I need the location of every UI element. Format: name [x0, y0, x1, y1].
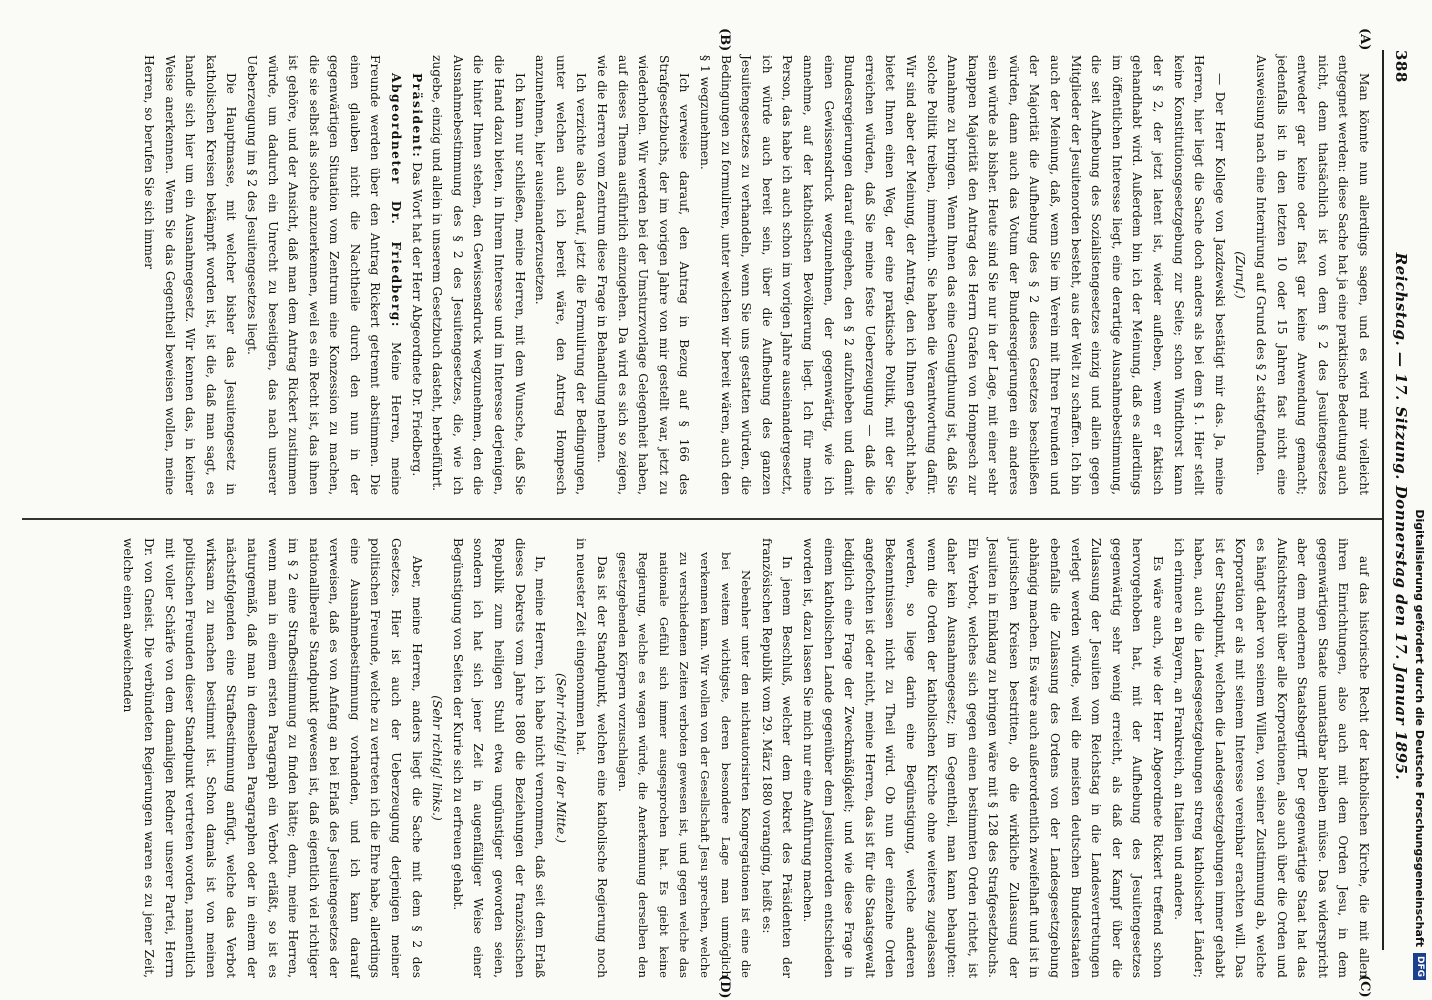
paragraph: Aber, meine Herren, anders liegt die Sache mit dem § 2 des Gesetzes. Hier ist auch der Ueberzeugung derjenigen meiner politischen Freunde, welche zu vertreten ich die Ehre habe, allerdings eine Ausnahmebestimmung vorhanden, und ich kann darauf verweisen, daß es von Anfang an bei Erlaß des Jesuitengesetzes der nationalliberale Standpunkt gewesen ist, daß eigentlich viel richtiger im § 2 eine Strafbestimmung zu finden hätte; denn, meine Herren, wenn man in einem ersten Paragraph ein Verbot erläßt, so ist es naturgemäß, daß man in demselben Paragraphen oder in einem der nächstfolgenden eine Strafbestimmung anfügt, welche das Verbot wirksam zu machen bestimmt ist. Schon damals ist von meinen politischen Freunden dieser Standpunkt vertreten worden, namentlich mit voller Schärfe von dem damaligen Redner unserer Partei, Herrn Dr. von Gneist. Die verbündeten Regierungen waren es zu jener Zeit, welche einen abweichenden	[121, 538, 424, 978]
paragraph: Man könnte nun allerdings sagen, und es wird mir vielleicht entgegnet werden: diese Sache hat ja eine praktische Bedeutung auch nicht, denn thatsächlich ist von dem § 2 des Jesuitengesetzes entweder gar keine oder fast gar keine Anwendung gemacht; jedenfalls ist in den letzten 10 oder 15 Jahren fast nicht eine Ausweisung nach eine Internirung auf Grund des § 2 stattgefunden.	[1254, 55, 1371, 495]
margin-marker-a: (A)	[1357, 28, 1372, 51]
paragraph: Die Hauptmasse, mit welcher bisher das Jesuitengesetz in katholischen Kreisen bekämpft worden ist, ist die, daß man sagt, es handle sich hier um ein Ausnahmegesetz. Wir kennen das, in keiner Weise anerkennen. Wenn Sie das Gegentheil beweisen wollen, meine Herren, so berufen Sie sich immer	[141, 55, 239, 495]
speech-text: Das Wort hat der Herr Abgeordnete Dr. Friedberg.	[409, 162, 424, 477]
speaker-paragraph	[241, 55, 406, 495]
speaker-name: Abgeordneter Dr. Friedberg:	[389, 73, 404, 328]
speaker-paragraph	[406, 55, 427, 495]
footer-credit	[1408, 0, 1432, 1000]
paragraph: Es wäre auch, wie der Herr Abgeordnete Rickert treffend schon hervorgehoben hat, mit der Aufhebung des Jesuitengesetzes gegenwärtig sehr wenig erreicht, als daß der Kampf über die Zulassung der Jesuiten vom Reichstag in die Landesvertretungen verlegt werden würde, weil die meisten deutschen Bundesstaaten ebenfalls die Zulassung des Ordens von der Landesgesetzgebung abhängig machen. Es wäre auch außerordentlich zweifelhaft und ist in juristischen Kreisen bestritten, ob die wirkliche Zulassung der Jesuiten in Einklang zu bringen wäre mit § 128 des Strafgesetzbuchs. Ein Verbot, welches sich gegen einen bestimmten Orden richtet, ist daher kein Ausnahmegesetz; im Gegentheil, man kann behaupten: wenn die Orden der katholischen Kirche ohne weiteres zugelassen werden, so liege darin eine Begünstigung, welche anderen Bekenntnissen nicht zu Theil wird. Ob nun der einzelne Orden angefochten ist oder nicht, meine Herren, das ist für die Staatsgewalt lediglich eine Frage der Zweckmäßigkeit; und wie diese Frage in einem katholischen Lande gegenüber dem Jesuitenorden entschieden worden ist, dazu lassen Sie mich nur eine Anführung machen.	[800, 538, 1166, 978]
paragraph: In, meine Herren, ich habe nicht vernommen, daß seit dem Erlaß dieses Dekrets vom Jahre 1880 die Beziehungen der französischen Republik zum heiligen Stuhl etwa ungünstiger geworden seien, sondern ich hat sich jener Zeit in augenfälliger Weise einer Begünstigung von Seiten der Kurie sich zu erfreuen gehabt.	[450, 538, 548, 978]
paragraph: auf das historische Recht der katholischen Kirche, die mit allen ihren Einrichtungen, also auch mit dem Orden Jesu, in dem gegenwärtigen Staate unantastbar bleiben müsse. Das widerspricht aber dem modernen Staatsbegriff. Der gegenwärtige Staat hat das Aufsichtsrecht über alle Korporationen, also auch über die Orden und es hängt daher von seinem Willen, von seiner Zustimmung ab, welche Korporation er als mit seinem Interesse vereinbar erachten will. Das ist der Standpunkt, welchen die Landesgesetzgebungen immer gehabt haben, auch die Landesgesetzgebungen streng katholischer Länder; ich erinnere an Bayern, an Frankreich, an Italien und andere.	[1171, 538, 1371, 978]
quotation: Nebenher unter den nichtautorisirten Kongregationen ist eine die bei weitem wichtigste, deren besondere Lage man unmöglich verkennen kann. Wir wollen von der Gesellschaft Jesu sprechen, welche zu verschiedenen Zeiten verboten gewesen ist, und gegen welche das nationale Gefühl sich immer ausgesprochen hat. Es giebt keine Regierung, welche es wagen würde, die Anerkennung derselben den gesetzgebenden Körpern vorzuschlagen.	[615, 552, 754, 978]
interjection: (Sehr richtig! in der Mitte.)	[553, 673, 568, 843]
page-title: Reichstag. — 17. Sitzung. Donnerstag den 17. Januar 1895.	[1392, 252, 1410, 781]
paragraph: In jenem Beschluß, welcher dem Dekret des Präsidenten der französischen Republik vom 29. März 1880 voranging, heißt es:	[759, 538, 795, 978]
footer-credit-text: Digitalisierung gefördert durch die Deutsche Forschungsgemeinschaft	[1413, 509, 1427, 947]
margin-marker-d: (D)	[717, 975, 732, 999]
paragraph: Das ist der Standpunkt, welchen eine katholische Regierung noch in neuester Zeit eingenommen hat.	[574, 538, 610, 978]
header-rule	[1382, 50, 1384, 950]
dfg-logo: DFG	[1414, 953, 1427, 980]
interjection: (Zuruf.)	[1233, 251, 1248, 299]
footer-strip	[1408, 0, 1432, 1000]
speaker-name: Präsident:	[409, 73, 424, 159]
page-number: 388	[1392, 50, 1410, 83]
margin-marker-c: (C)	[1357, 975, 1372, 998]
paragraph: Ich verweise darauf, den Antrag in Bezug auf § 166 des Strafgesetzbuchs, der im vorigen Jahre von mir gestellt war, jetzt zu wiederholen. Wir werden bei der Umsturzvorlage Gelegenheit haben, auf dieses Thema ausführlich einzugehen. Da wird es sich so zeigen, wie die Herren vom Zentrum diese Frage in Behandlung nehmen.	[595, 55, 692, 495]
paragraph: Ich kann nur schließen, meine Herren, mit dem Wunsche, daß Sie die Hand dazu bieten, in Ihrem Interesse und im Interesse derjenigen, die hinter Ihnen stehen, den Gewissensdruck wegzunehmen, den die Ausnahmebestimmung des § 2 des Jesuitengesetzes, die, wie ich zugebe, einzig und allein in unserem Gesetzbuch dasteht, herbeiführt.	[430, 55, 527, 495]
speech-text: Meine Herren, meine Freunde werden über den Antrag Rickert getrennt abstimmen. Die einen glauben nicht die Nachtheile durch den nun in der gegenwärtigen Situation vom Zentrum eine Konzession zu machen, die sie selbst als solche anzuerkennen, weil es ein Recht ist, das ihnen ist gehöre, und der Ansicht, daß man dem Antrag Rickert zustimmen würde, um dadurch ein Unrecht zu beseitigen, das nach unserer Ueberzeugung im § 2 des Jesuitengesetzes liegt.	[244, 55, 404, 496]
left-column	[138, 55, 1374, 495]
column-divider	[22, 518, 1382, 520]
right-column	[118, 538, 1374, 978]
paragraph: Ich verzichte also darauf, jetzt die Formulirung der Bedingungen, unter welchen auch ich bereit wäre, den Antrag Hompesch anzunehmen, hier auseinanderzusetzen.	[533, 55, 589, 495]
paragraph: — Der Herr Kollege von Jazdzewski bestätigt mir das. Ja, meine Herren, hier liegt die Sache doch anders als bei dem § 1. Hier stellt keine Konstitutionsgesetzgebung zur Seite; schon Windthorst kann der § 2, der jetzt latent ist, wieder aufleben, wenn er faktisch gehandhabt wird. Außerdem bin ich der Meinung, daß es allerdings im öffentlichen Interesse liegt, eine derartige Ausnahmebestimmung, die seit Aufhebung des Sozialistengesetzes einzig und allein gegen Mitglieder der Jesuitenorden besteht, aus der Welt zu schaffen. Ich bin auch der Meinung, daß, wenn Sie im Verein mit Ihren Freunden und der Majorität die Aufhebung des § 2 dieses Gesetzes beschließen würden, dann auch das Votum der Bundesregierungen ein anderes sein würde als bisher. Heute sind Sie nur in der Lage, mit einer sehr knappen Majorität den Antrag des Herrn Grafen von Hompesch zur Annahme zu bringen. Wenn Ihnen das eine Genugthuung ist, daß Sie solche Politik treiben, immerhin. Sie haben die Verantwortung dafür. Wir sind aber der Meinung, der Antrag, den ich Ihnen gebracht habe, bietet Ihnen einen Weg, der eine praktische Politik, mit der Sie erreichen würden, daß Sie meine feste Ueberzeugung — daß die Bundesregierungen darauf eingehen, den § 2 aufzuheben und damit einen Gewissensdruck wegzunehmen, der gegenwärtig, wie ich annehme, auf der katholischen Bevölkerung liegt. Ich für meine Person, das habe ich auch schon im vorigen Jahre auseinandergesetzt, ich würde auch bereit sein, über die Aufhebung des ganzen Jesuitengesetzes zu verhandeln, wenn Sie uns gestatten würden, die Bedingungen zu formuliren, unter welchen wir bereit wären, auch den § 1 wegzunehmen.	[698, 55, 1227, 495]
margin-marker-b: (B)	[717, 28, 732, 52]
interjection: (Sehr richtig! links.)	[430, 695, 445, 821]
